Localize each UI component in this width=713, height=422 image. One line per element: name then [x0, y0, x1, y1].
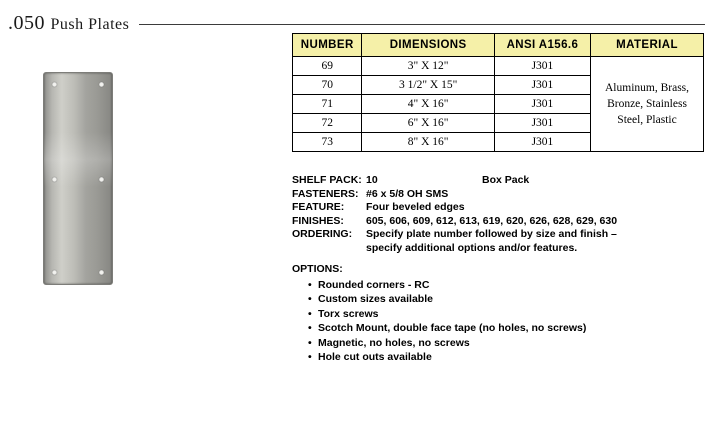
- screw-hole-icon: [52, 82, 57, 87]
- cell-material: Aluminum, Brass, Bronze, Stainless Steel, Plastic: [591, 57, 704, 152]
- cell-dimensions: 6" X 16": [362, 114, 494, 133]
- cell-number: 72: [293, 114, 362, 133]
- spec-value-feature: Four beveled edges: [366, 201, 465, 214]
- option-label: Magnetic, no holes, no screws: [318, 336, 470, 349]
- list-item: [308, 350, 692, 365]
- list-item: [308, 336, 692, 351]
- list-item: [308, 278, 692, 293]
- cell-ansi: J301: [494, 76, 590, 95]
- spec-label-ordering: ORDERING:: [292, 228, 353, 241]
- column-header-dimensions: DIMENSIONS: [362, 34, 494, 57]
- bullet-icon: •: [308, 336, 312, 349]
- push-plate-image: [43, 72, 113, 285]
- cell-number: 69: [293, 57, 362, 76]
- cell-ansi: J301: [494, 57, 590, 76]
- column-header-material: MATERIAL: [591, 34, 704, 57]
- bullet-icon: •: [308, 307, 312, 320]
- spec-row-shelf-pack: [292, 174, 692, 188]
- list-item: [308, 321, 692, 336]
- table-row: [293, 57, 704, 76]
- options-title: OPTIONS:: [292, 263, 343, 275]
- spec-value-shelf-pack: 10: [366, 174, 378, 186]
- specification-table: [292, 33, 704, 152]
- page-title-rest: Push Plates: [50, 15, 130, 33]
- option-label: Rounded corners - RC: [318, 278, 430, 291]
- list-item: [308, 292, 692, 307]
- cell-ansi: J301: [494, 133, 590, 152]
- spec-label-feature: FEATURE:: [292, 201, 345, 214]
- cell-ansi: J301: [494, 114, 590, 133]
- spec-label-finishes: FINISHES:: [292, 214, 344, 227]
- column-header-number: NUMBER: [293, 34, 362, 57]
- spec-row-ordering: [292, 228, 692, 242]
- spec-label-fasteners: FASTENERS:: [292, 187, 359, 200]
- spec-row-fasteners: [292, 188, 692, 202]
- push-plate-body: [43, 72, 113, 285]
- screw-hole-icon: [52, 177, 57, 182]
- spec-value-box-pack: Box Pack: [482, 174, 530, 186]
- screw-hole-icon: [99, 177, 104, 182]
- option-label: Custom sizes available: [318, 293, 433, 305]
- bullet-icon: •: [308, 278, 312, 291]
- bullet-icon: •: [308, 293, 312, 305]
- cell-number: 73: [293, 133, 362, 152]
- option-label: Torx screws: [318, 307, 379, 320]
- options-block: [292, 262, 692, 365]
- header-divider: [139, 24, 705, 25]
- table-header-row: [293, 34, 704, 57]
- bullet-icon: •: [308, 322, 312, 334]
- option-label: Scotch Mount, double face tape (no holes, no screws): [318, 322, 587, 334]
- page-title: [8, 12, 129, 35]
- list-item: [308, 307, 692, 322]
- spec-row-finishes: [292, 215, 692, 229]
- screw-hole-icon: [52, 270, 57, 275]
- spec-value-ordering: Specify plate number followed by size and finish –: [366, 228, 617, 241]
- bullet-icon: •: [308, 351, 312, 363]
- spec-row-feature: [292, 201, 692, 215]
- spec-value-finishes: 605, 606, 609, 612, 613, 619, 620, 626, 628, 629, 630: [366, 214, 618, 227]
- cell-ansi: J301: [494, 95, 590, 114]
- cell-dimensions: 8" X 16": [362, 133, 494, 152]
- spec-value-ordering-line2: specify additional options and/or features.: [366, 241, 578, 254]
- spec-value-fasteners: #6 x 5/8 OH SMS: [366, 187, 449, 200]
- specification-list: [292, 174, 692, 256]
- screw-hole-icon: [99, 82, 104, 87]
- page-title-lead: .050: [8, 11, 51, 34]
- screw-hole-icon: [99, 270, 104, 275]
- spec-label-shelf-pack: SHELF PACK:: [292, 174, 362, 186]
- cell-dimensions: 3 1/2" X 15": [362, 76, 494, 95]
- cell-number: 70: [293, 76, 362, 95]
- column-header-ansi: ANSI A156.6: [494, 34, 590, 57]
- option-label: Hole cut outs available: [318, 351, 432, 363]
- cell-dimensions: 3" X 12": [362, 57, 494, 76]
- cell-dimensions: 4" X 16": [362, 95, 494, 114]
- cell-number: 71: [293, 95, 362, 114]
